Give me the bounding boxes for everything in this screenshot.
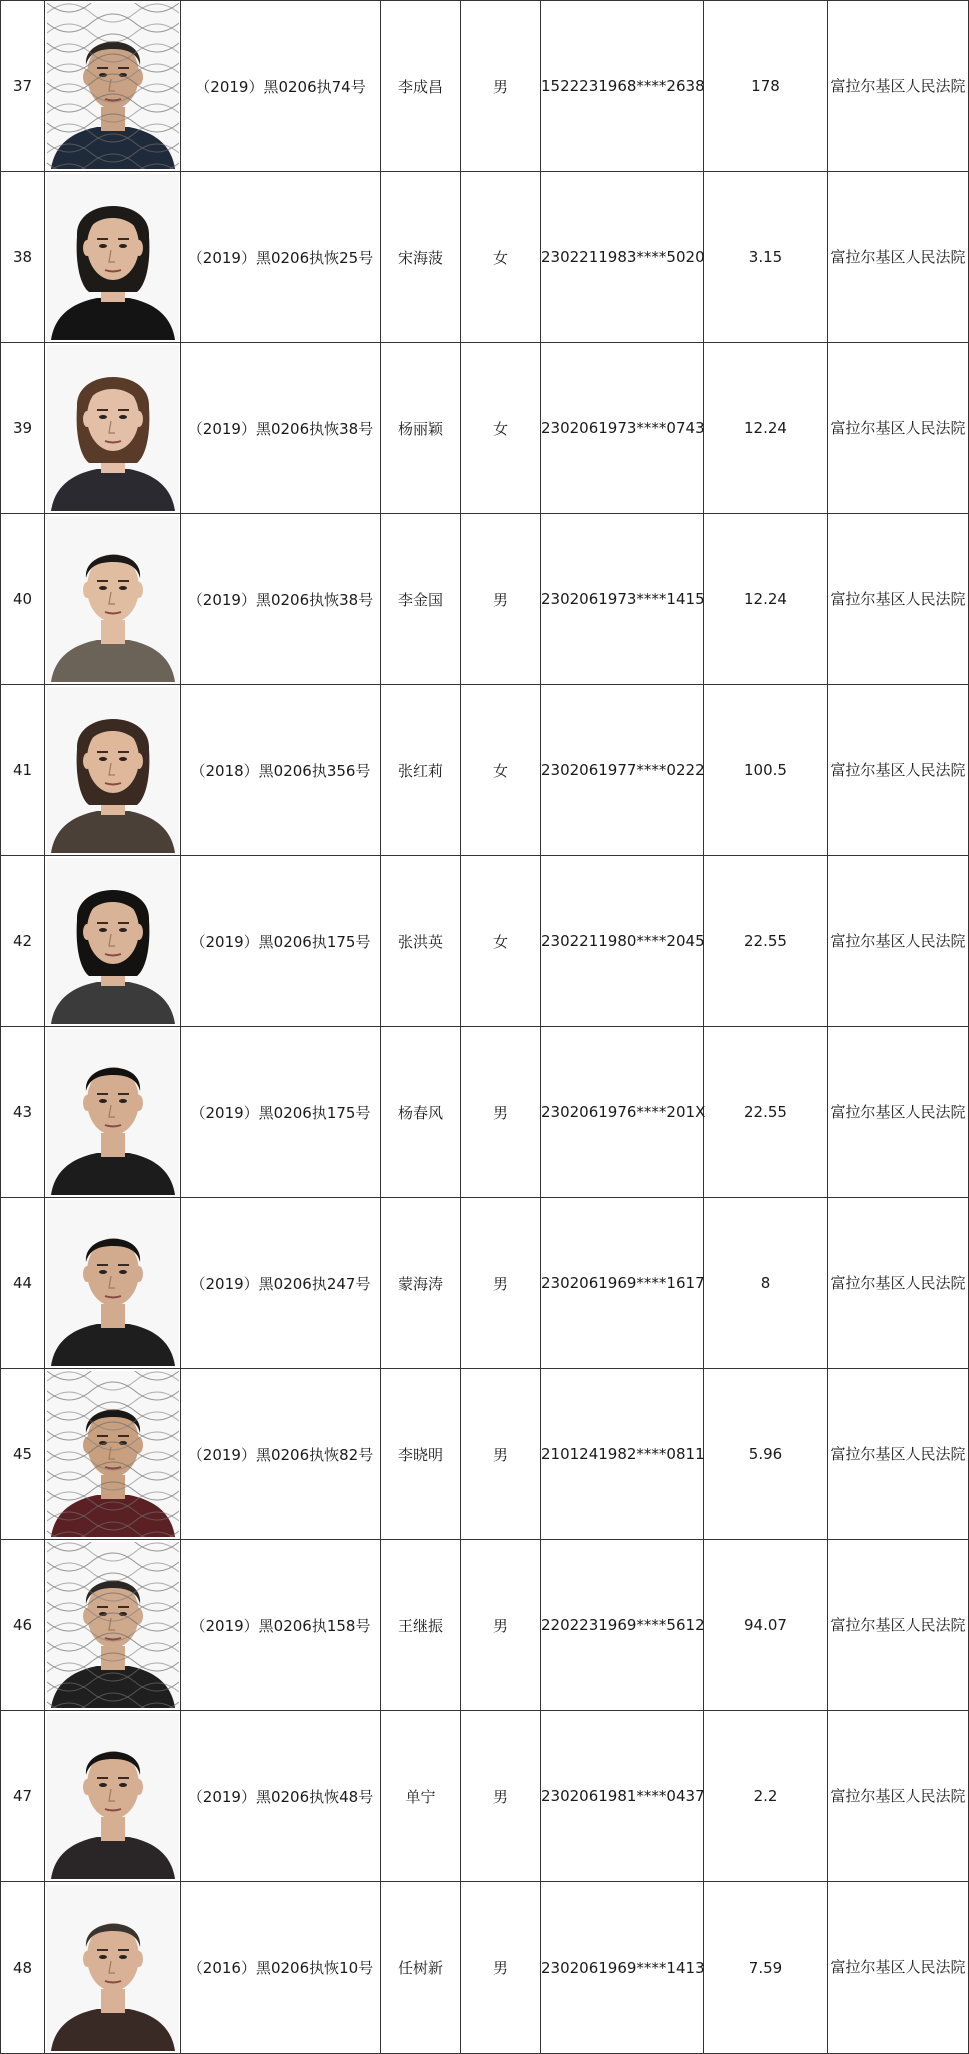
portrait-photo	[47, 3, 179, 169]
debt-amount: 7.59	[704, 1882, 828, 2054]
person-sex: 男	[461, 1198, 541, 1369]
table-row	[1, 1198, 969, 1369]
case-number: （2019）黑0206执恢38号	[181, 514, 381, 685]
court-name: 富拉尔基区人民法院	[828, 514, 969, 685]
row-number: 40	[1, 514, 45, 685]
portrait-photo	[47, 1371, 179, 1537]
case-number: （2019）黑0206执恢25号	[181, 172, 381, 343]
id-number: 2302061981****0437	[541, 1711, 704, 1882]
person-name: 李成昌	[381, 1, 461, 172]
person-name: 王继振	[381, 1540, 461, 1711]
person-name: 宋海菠	[381, 172, 461, 343]
case-number: （2018）黑0206执356号	[181, 685, 381, 856]
id-number: 2302061973****1415	[541, 514, 704, 685]
debt-amount: 8	[704, 1198, 828, 1369]
id-number: 2202231969****5612	[541, 1540, 704, 1711]
row-number: 44	[1, 1198, 45, 1369]
court-name: 富拉尔基区人民法院	[828, 1027, 969, 1198]
person-sex: 男	[461, 1027, 541, 1198]
portrait-photo	[47, 858, 179, 1024]
portrait-photo	[47, 1713, 179, 1879]
photo-cell	[45, 1, 181, 172]
table-body	[1, 1, 969, 2054]
person-name: 李晓明	[381, 1369, 461, 1540]
person-sex: 女	[461, 343, 541, 514]
table-row	[1, 1, 969, 172]
debt-amount: 12.24	[704, 343, 828, 514]
person-sex: 女	[461, 856, 541, 1027]
court-name: 富拉尔基区人民法院	[828, 1198, 969, 1369]
photo-cell	[45, 856, 181, 1027]
person-sex: 男	[461, 1369, 541, 1540]
court-name: 富拉尔基区人民法院	[828, 172, 969, 343]
id-number: 2302211983****5020	[541, 172, 704, 343]
case-number: （2019）黑0206执恢38号	[181, 343, 381, 514]
id-number: 2302061969****1617	[541, 1198, 704, 1369]
case-number: （2019）黑0206执247号	[181, 1198, 381, 1369]
portrait-photo	[47, 1029, 179, 1195]
row-number: 46	[1, 1540, 45, 1711]
person-sex: 男	[461, 514, 541, 685]
id-number: 2302211980****2045	[541, 856, 704, 1027]
photo-cell	[45, 514, 181, 685]
row-number: 41	[1, 685, 45, 856]
person-sex: 女	[461, 172, 541, 343]
row-number: 47	[1, 1711, 45, 1882]
person-sex: 男	[461, 1, 541, 172]
portrait-photo	[47, 687, 179, 853]
case-number: （2019）黑0206执175号	[181, 1027, 381, 1198]
person-sex: 男	[461, 1711, 541, 1882]
debt-amount: 100.5	[704, 685, 828, 856]
row-number: 42	[1, 856, 45, 1027]
row-number: 37	[1, 1, 45, 172]
photo-cell	[45, 343, 181, 514]
debt-amount: 12.24	[704, 514, 828, 685]
photo-cell	[45, 172, 181, 343]
court-name: 富拉尔基区人民法院	[828, 1882, 969, 2054]
photo-cell	[45, 1711, 181, 1882]
table-row	[1, 856, 969, 1027]
case-number: （2019）黑0206执175号	[181, 856, 381, 1027]
portrait-photo	[47, 1200, 179, 1366]
table-row	[1, 514, 969, 685]
table-row	[1, 1882, 969, 2054]
photo-cell	[45, 1540, 181, 1711]
row-number: 45	[1, 1369, 45, 1540]
person-name: 杨春风	[381, 1027, 461, 1198]
portrait-photo	[47, 345, 179, 511]
person-name: 任树新	[381, 1882, 461, 2054]
person-sex: 男	[461, 1882, 541, 2054]
debt-amount: 3.15	[704, 172, 828, 343]
id-number: 2302061973****0743	[541, 343, 704, 514]
debt-amount: 178	[704, 1, 828, 172]
portrait-photo	[47, 1885, 179, 2051]
id-number: 2302061969****1413	[541, 1882, 704, 2054]
portrait-photo	[47, 174, 179, 340]
debt-amount: 22.55	[704, 1027, 828, 1198]
photo-cell	[45, 1369, 181, 1540]
table-row	[1, 343, 969, 514]
debt-amount: 5.96	[704, 1369, 828, 1540]
court-name: 富拉尔基区人民法院	[828, 343, 969, 514]
table-row	[1, 1540, 969, 1711]
case-number: （2019）黑0206执158号	[181, 1540, 381, 1711]
debt-amount: 94.07	[704, 1540, 828, 1711]
case-number: （2019）黑0206执恢48号	[181, 1711, 381, 1882]
person-name: 张洪英	[381, 856, 461, 1027]
portrait-photo	[47, 1542, 179, 1708]
table-row	[1, 685, 969, 856]
photo-cell	[45, 685, 181, 856]
debt-amount: 22.55	[704, 856, 828, 1027]
id-number: 2101241982****0811	[541, 1369, 704, 1540]
portrait-photo	[47, 516, 179, 682]
id-number: 1522231968****2638	[541, 1, 704, 172]
table-row	[1, 172, 969, 343]
court-name: 富拉尔基区人民法院	[828, 1, 969, 172]
person-name: 蒙海涛	[381, 1198, 461, 1369]
case-number: （2016）黑0206执恢10号	[181, 1882, 381, 2054]
court-name: 富拉尔基区人民法院	[828, 685, 969, 856]
person-name: 李金国	[381, 514, 461, 685]
photo-cell	[45, 1027, 181, 1198]
court-name: 富拉尔基区人民法院	[828, 856, 969, 1027]
table-row	[1, 1369, 969, 1540]
person-sex: 男	[461, 1540, 541, 1711]
person-name: 杨丽颖	[381, 343, 461, 514]
person-name: 单宁	[381, 1711, 461, 1882]
court-name: 富拉尔基区人民法院	[828, 1711, 969, 1882]
person-name: 张红莉	[381, 685, 461, 856]
row-number: 43	[1, 1027, 45, 1198]
court-name: 富拉尔基区人民法院	[828, 1369, 969, 1540]
person-sex: 女	[461, 685, 541, 856]
row-number: 48	[1, 1882, 45, 2054]
photo-cell	[45, 1882, 181, 2054]
court-name: 富拉尔基区人民法院	[828, 1540, 969, 1711]
debt-amount: 2.2	[704, 1711, 828, 1882]
photo-cell	[45, 1198, 181, 1369]
case-number: （2019）黑0206执74号	[181, 1, 381, 172]
id-number: 2302061977****0222	[541, 685, 704, 856]
case-number: （2019）黑0206执恢82号	[181, 1369, 381, 1540]
table-row	[1, 1711, 969, 1882]
row-number: 38	[1, 172, 45, 343]
id-number: 2302061976****201X	[541, 1027, 704, 1198]
row-number: 39	[1, 343, 45, 514]
table-row	[1, 1027, 969, 1198]
